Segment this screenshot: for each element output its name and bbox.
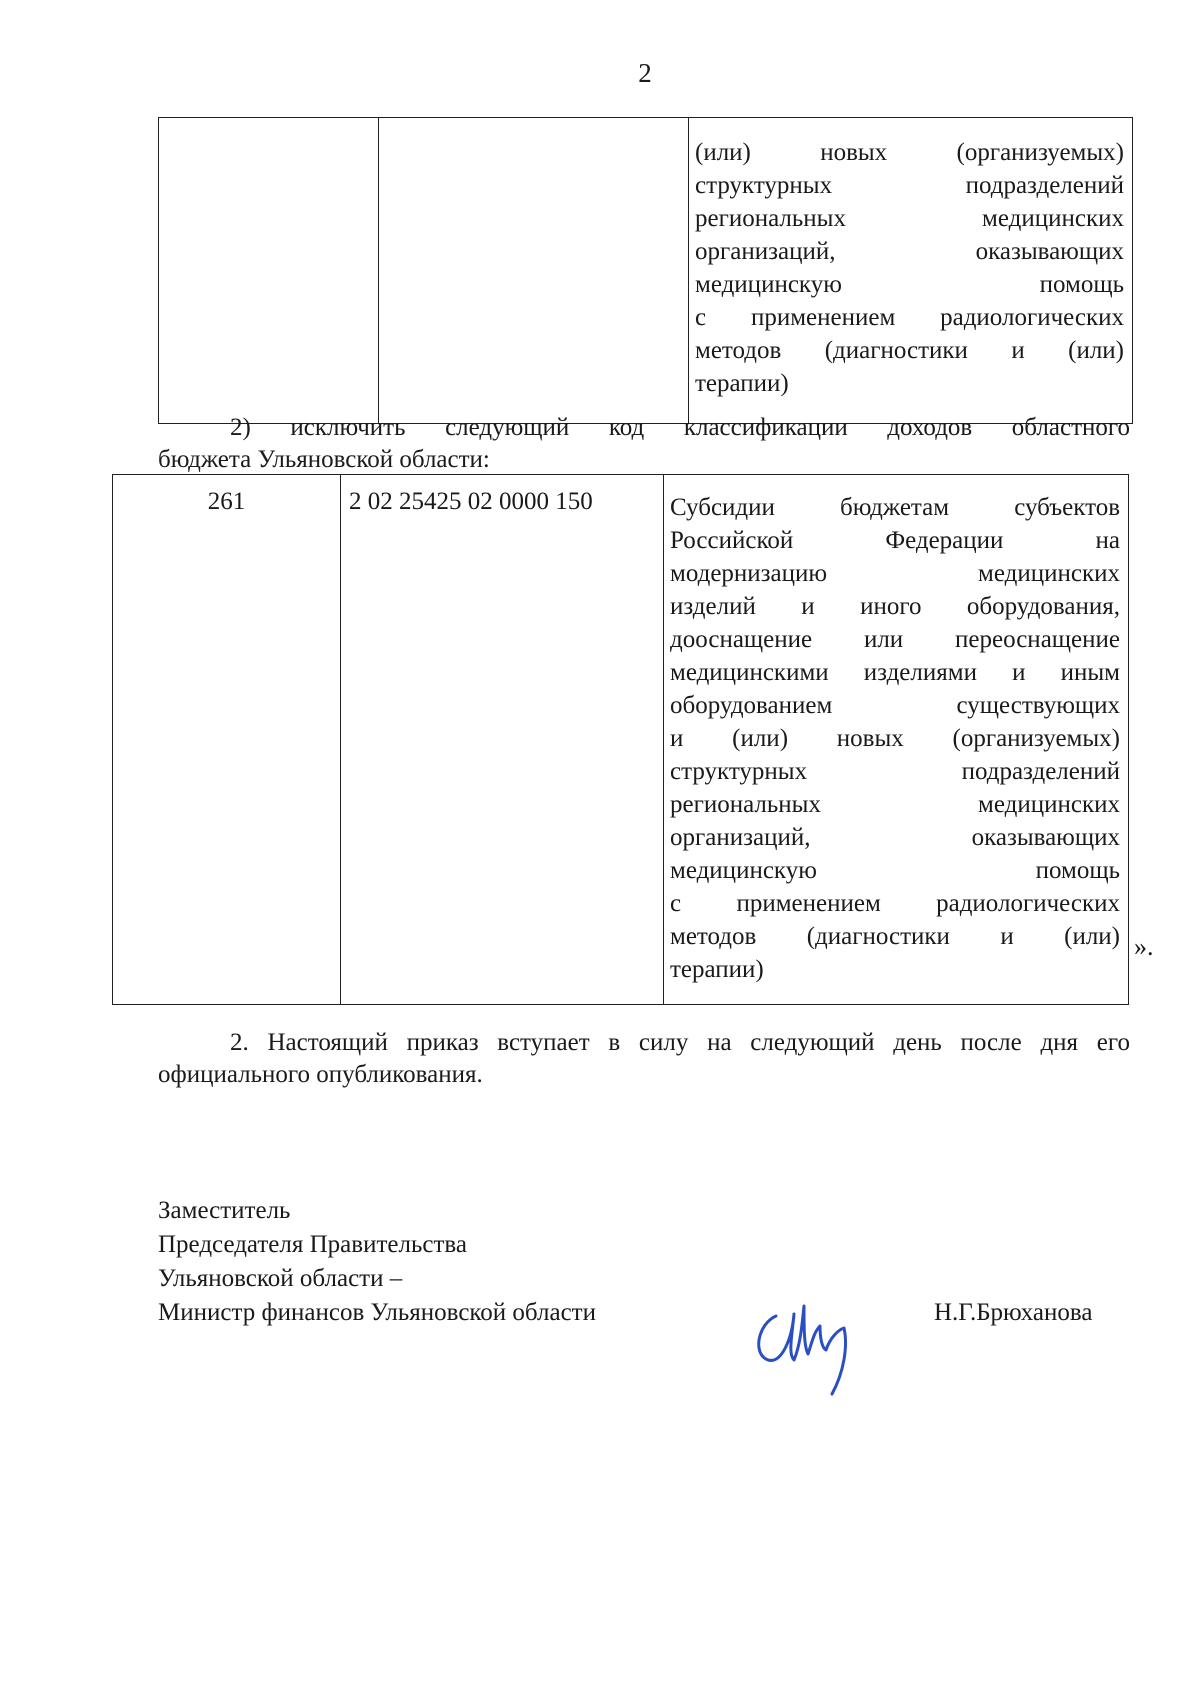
description-line: структурных подразделений [670,758,1120,785]
description-line: региональных медицинских [670,791,1120,818]
description-line: методов (диагностики и (или) [670,923,1120,950]
excluded-code-table [112,474,1129,1005]
admin-code-cell [159,118,379,424]
description-line: терапии) [670,956,764,983]
paragraph-line: официального опубликования. [158,1061,483,1088]
income-code-cell [379,118,689,424]
handwritten-signature [748,1276,888,1406]
description-line: изделий и иного оборудования, [670,593,1120,620]
description-line: медицинскими изделиями и иным [670,659,1120,686]
description-line: дооснащение или переоснащение [670,626,1120,653]
exclude-paragraph [158,412,1130,476]
description-line: медицинскую помощь [670,857,1120,884]
description-line: методов (диагностики и (или) [695,337,1124,364]
description-line: модернизацию медицинских [670,560,1120,587]
signatory-title-line: Заместитель [158,1197,291,1224]
closing-quote: ». [1134,932,1154,961]
income-code-cell: 2 02 25425 02 0000 150 [341,475,664,1005]
description-line: и (или) новых (организуемых) [670,725,1120,752]
effective-date-paragraph [158,1027,1130,1091]
description-line: с применением радиологических [670,890,1120,917]
description-line: медицинскую помощь [695,271,1124,298]
signatory-title-line: Председателя Правительства [158,1231,467,1258]
signatory-title-line: Ульяновской области – [158,1265,403,1292]
table-row [113,475,1129,1005]
description-line: структурных подразделений [695,172,1124,199]
paragraph-line: 2) исключить следующий код классификации доходов областного [230,414,1130,441]
description-line: организаций, оказывающих [670,824,1120,851]
description-line: Субсидии бюджетам субъектов [670,494,1120,521]
signatory-title [158,1194,596,1330]
description-line: организаций, оказывающих [695,238,1124,265]
paragraph-line: бюджета Ульяновской области: [158,446,490,473]
description-cell [689,118,1133,424]
description-line: с применением радиологических [695,304,1124,331]
paragraph-line: 2. Настоящий приказ вступает в силу на следующий день после дня его [230,1029,1130,1056]
admin-code-cell: 261 [113,475,341,1005]
signer-name: Н.Г.Брюханова [934,1299,1093,1326]
continuation-table [158,117,1133,424]
description-line: терапии) [695,370,789,397]
table-row [159,118,1133,424]
signatory-title-line: Министр финансов Ульяновской области [158,1299,596,1326]
description-line: (или) новых (организуемых) [695,139,1124,166]
description-line: Российской Федерации на [670,527,1120,554]
description-line: региональных медицинских [695,205,1124,232]
description-line: оборудованием существующих [670,692,1120,719]
description-cell [664,475,1129,1005]
page-number: 2 [638,58,652,88]
